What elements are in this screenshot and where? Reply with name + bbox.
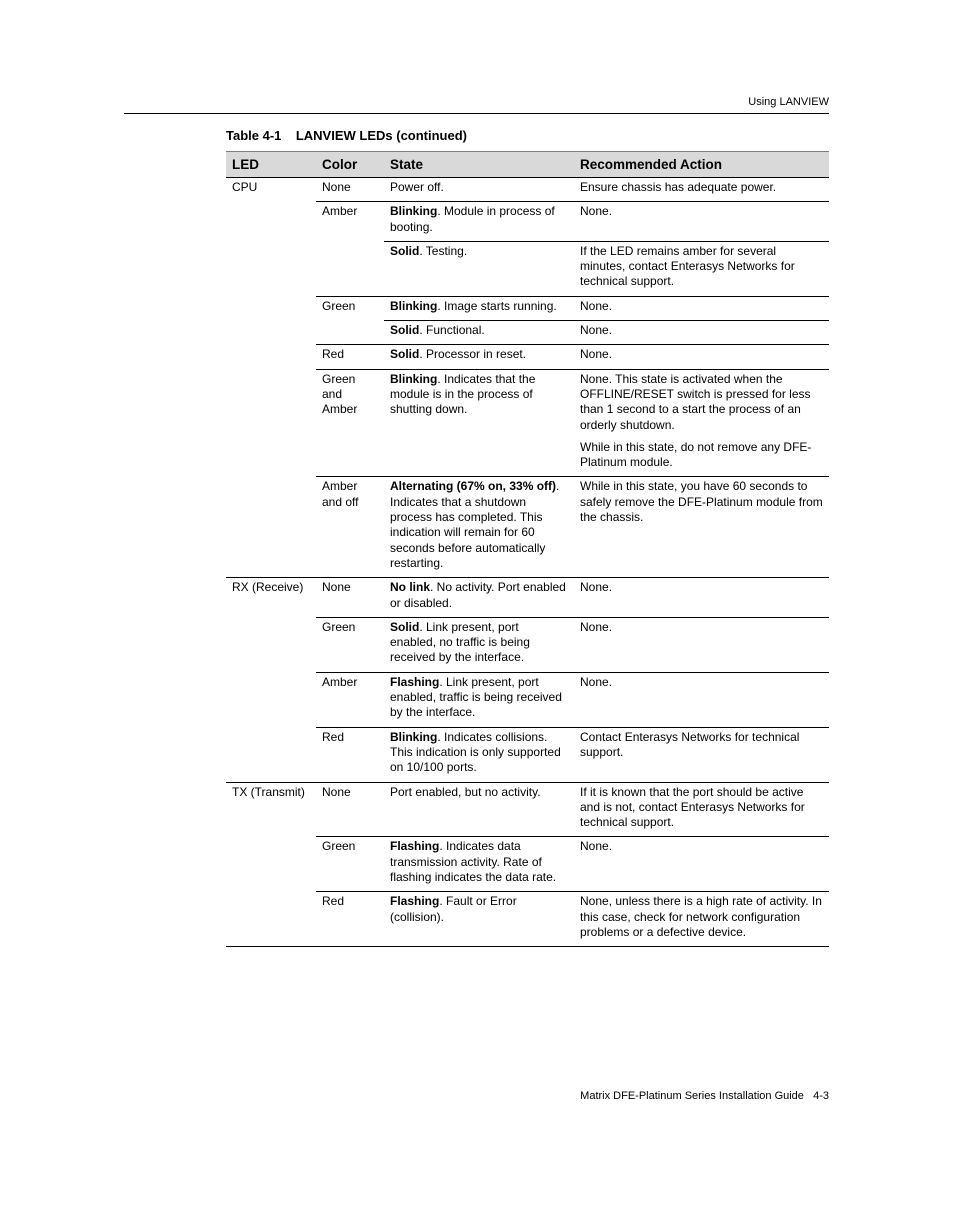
- state-cell: [384, 369, 574, 477]
- state-description: . Testing.: [419, 243, 468, 258]
- state-keyword: Flashing: [390, 894, 440, 909]
- state-cell: [384, 321, 574, 345]
- color-cell: Green: [316, 837, 384, 892]
- action-cell: [574, 321, 829, 345]
- color-cell: Red: [316, 345, 384, 369]
- state-cell: [384, 892, 574, 947]
- state-cell: [384, 202, 574, 242]
- state-description: . No activity. Port enabled or disabled.: [390, 580, 566, 610]
- color-cell: Amber: [316, 202, 384, 296]
- color-cell: None: [316, 578, 384, 618]
- action-cell: [574, 178, 829, 202]
- state-cell: [384, 241, 574, 296]
- action-cell: [574, 892, 829, 947]
- action-cell: [574, 782, 829, 837]
- column-header-led: LED: [226, 152, 316, 178]
- page-footer: [0, 1090, 829, 1102]
- state-cell: [384, 578, 574, 618]
- state-keyword: Flashing: [390, 839, 440, 854]
- color-cell: Amber: [316, 672, 384, 727]
- state-cell: [384, 296, 574, 320]
- color-cell: None: [316, 782, 384, 837]
- table-header-row: [226, 152, 829, 178]
- table-row: [226, 617, 829, 672]
- color-cell: Green: [316, 617, 384, 672]
- color-cell: Green and Amber: [316, 369, 384, 477]
- state-description: Port enabled, but no activity.: [390, 784, 541, 799]
- state-cell: [384, 727, 574, 782]
- action-cell: [574, 477, 829, 578]
- state-keyword: Solid: [390, 347, 420, 362]
- state-description: . Processor in reset.: [419, 347, 527, 362]
- action-text: None.: [580, 674, 613, 689]
- action-cell: [574, 241, 829, 296]
- action-cell: [574, 617, 829, 672]
- led-cell: RX (Receive): [226, 578, 316, 782]
- state-description: . Fault or Error (collision).: [390, 894, 517, 924]
- action-text: None.: [580, 347, 613, 362]
- header-rule: [124, 113, 829, 114]
- table-row: [226, 892, 829, 947]
- action-text: None.: [580, 580, 613, 595]
- color-cell: None: [316, 178, 384, 202]
- state-description: . Indicates data transmission activity. Rate of flashing indicates the data rate.: [390, 839, 557, 884]
- column-header-action: Recommended Action: [574, 152, 829, 178]
- column-header-color: Color: [316, 152, 384, 178]
- action-cell: [574, 578, 829, 618]
- state-keyword: Solid: [390, 323, 420, 338]
- action-text: Contact Enterasys Networks for technical support.: [580, 729, 800, 759]
- action-cell: [574, 672, 829, 727]
- led-cell: TX (Transmit): [226, 782, 316, 947]
- table-number: Table 4-1: [226, 128, 282, 143]
- state-cell: [384, 837, 574, 892]
- state-description: . Functional.: [419, 323, 485, 338]
- table-row: [226, 782, 829, 837]
- action-text: None, unless there is a high rate of activity. In this case, check for network configuration problems or a defective device.: [580, 894, 822, 939]
- state-cell: [384, 345, 574, 369]
- color-cell: Red: [316, 892, 384, 947]
- color-cell: Red: [316, 727, 384, 782]
- table-row: [226, 202, 829, 242]
- state-keyword: Solid: [390, 619, 420, 634]
- action-text: If the LED remains amber for several minutes, contact Enterasys Networks for technical support.: [580, 243, 795, 289]
- action-cell: [574, 202, 829, 242]
- action-cell: [574, 727, 829, 782]
- table-caption: [226, 128, 467, 143]
- action-text: While in this state, do not remove any DFE-Platinum module.: [580, 439, 812, 470]
- state-description: . Indicates collisions. This indication is only supported on 10/100 ports.: [390, 729, 561, 775]
- table-row: [226, 727, 829, 782]
- table-title: LANVIEW LEDs (continued): [295, 128, 468, 143]
- action-text: None.: [580, 204, 613, 219]
- table-row: [226, 672, 829, 727]
- table-row: [226, 837, 829, 892]
- table-row: [226, 578, 829, 618]
- state-keyword: Flashing: [390, 674, 440, 689]
- action-cell: [574, 837, 829, 892]
- state-cell: [384, 477, 574, 578]
- state-keyword: Blinking: [390, 371, 438, 386]
- column-header-state: State: [384, 152, 574, 178]
- table-row: [226, 296, 829, 320]
- state-description: . Link present, port enabled, no traffic is being received by the interface.: [390, 619, 530, 665]
- footer-guide-title: Matrix DFE-Platinum Series Installation Guide: [580, 1090, 804, 1102]
- running-head: Using LANVIEW: [748, 96, 829, 108]
- table-row: [226, 178, 829, 202]
- color-cell: Green: [316, 296, 384, 345]
- state-cell: [384, 782, 574, 837]
- action-cell: [574, 345, 829, 369]
- state-keyword: No link: [390, 580, 431, 595]
- lanview-leds-table: [226, 151, 829, 947]
- state-cell: [384, 178, 574, 202]
- action-text: While in this state, you have 60 seconds to safely remove the DFE-Platinum module from the chassis.: [580, 479, 823, 525]
- table-row: [226, 477, 829, 578]
- action-text: None.: [580, 839, 613, 854]
- state-keyword: Blinking: [390, 204, 438, 219]
- action-cell: [574, 369, 829, 477]
- state-description: Power off.: [390, 180, 444, 194]
- led-cell: CPU: [226, 178, 316, 578]
- state-description: . Link present, port enabled, traffic is being received by the interface.: [390, 674, 562, 720]
- table-row: [226, 345, 829, 369]
- state-cell: [384, 617, 574, 672]
- action-text: None.: [580, 619, 613, 634]
- state-cell: [384, 672, 574, 727]
- action-text: None.: [580, 298, 613, 313]
- state-keyword: Blinking: [390, 729, 438, 744]
- state-description: . Indicates that a shutdown process has completed. This indication will remain for 60 seconds before automatically restarting.: [390, 479, 560, 570]
- table-row: [226, 369, 829, 477]
- state-keyword: Blinking: [390, 298, 438, 313]
- action-cell: [574, 296, 829, 320]
- action-text: None.: [580, 323, 613, 338]
- action-text: If it is known that the port should be active and is not, contact Enterasys Networks for technical support.: [580, 784, 805, 830]
- action-text: Ensure chassis has adequate power.: [580, 180, 777, 194]
- action-text: None. This state is activated when the OFFLINE/RESET switch is pressed for less than 1 second to a start the process of an orderly shutdown.: [580, 371, 811, 432]
- state-keyword: Solid: [390, 243, 420, 258]
- page-number: 4-3: [813, 1090, 829, 1102]
- state-description: . Image starts running.: [437, 298, 557, 313]
- state-description: . Indicates that the module is in the process of shutting down.: [390, 371, 536, 417]
- color-cell: Amber and off: [316, 477, 384, 578]
- state-description: . Module in process of booting.: [390, 204, 555, 234]
- state-keyword: Alternating (67% on, 33% off): [390, 479, 557, 494]
